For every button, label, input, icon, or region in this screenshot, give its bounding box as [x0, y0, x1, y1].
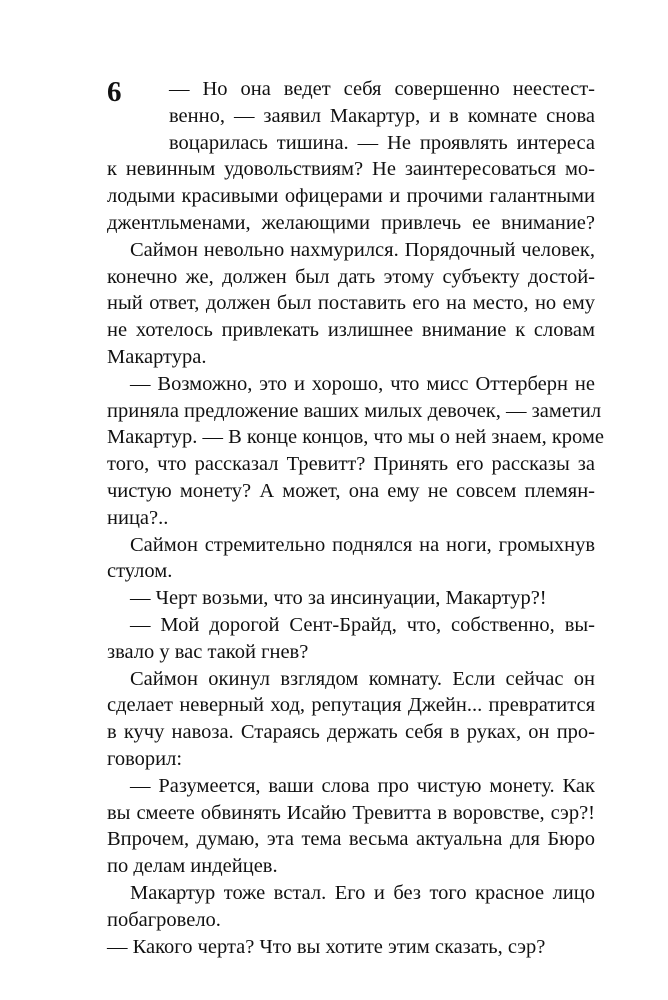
text-line: вы смеете обвинять Исайю Тревитта в воровстве, сэр?! — [107, 801, 595, 824]
text-line: побагровело. — [107, 908, 221, 931]
text-line: ный ответ, должен был поставить его на место, но ему — [107, 292, 595, 315]
text-line: Макартур тоже встал. Его и без того красное лицо — [130, 881, 595, 904]
text-line: Макартур. — В конце концов, что мы о ней знаем, кроме — [107, 426, 604, 449]
text-line: — Какого черта? Что вы хотите этим сказать, сэр? — [107, 935, 546, 958]
text-line: стулом. — [107, 560, 173, 583]
text-line: ница?.. — [107, 506, 169, 529]
text-line: звало у вас такой гнев? — [107, 640, 309, 663]
text-line: Макартура. — [107, 345, 207, 368]
text-line: Саймон стремительно поднялся на ноги, громыхнув — [130, 533, 595, 556]
text-line: джентльменами, желающими привлечь ее внимание? — [107, 211, 595, 234]
text-line: по делам индейцев. — [107, 855, 278, 878]
text-line: Саймон окинул взглядом комнату. Если сейчас он — [130, 667, 595, 690]
text-line: — Возможно, это и хорошо, что мисс Оттерберн не — [130, 372, 595, 395]
text-line: в кучу навоза. Стараясь держать себя в руках, он про- — [107, 721, 595, 744]
text-line: приняла предложение ваших милых девочек, — заметил — [107, 399, 602, 422]
chapter-number: 6 — [107, 76, 122, 108]
text-line: Саймон невольно нахмурился. Порядочный человек, — [130, 238, 595, 261]
text-line: воцарилась тишина. — Не проявлять интереса — [169, 131, 595, 154]
text-line: — Черт возьми, что за инсинуации, Макартур?! — [130, 587, 547, 610]
text-line: — Разумеется, ваши слова про чистую монету. Как — [130, 774, 595, 797]
text-line: конечно же, должен был дать этому субъекту достой- — [107, 265, 595, 288]
text-line: — Но она ведет себя совершенно неестест- — [169, 78, 595, 100]
text-line: не хотелось привлекать излишнее внимание к словам — [107, 319, 595, 342]
text-line: того, что рассказал Тревитт? Принять его рассказы за — [107, 453, 595, 476]
text-line: к невинным удовольствиям? Не заинтересоваться мо- — [107, 158, 595, 181]
text-line: лодыми красивыми офицерами и прочими галантными — [107, 185, 595, 208]
text-line: венно, — заявил Макартур, и в комнате снова — [169, 104, 595, 127]
text-line: говорил: — [107, 747, 183, 770]
text-line: Впрочем, думаю, эта тема весьма актуальна для Бюро — [107, 828, 595, 851]
text-line: — Мой дорогой Сент-Брайд, что, собственно, вы- — [130, 613, 595, 636]
text-line: сделает неверный ход, репутация Джейн... превратится — [107, 694, 595, 717]
body-text — [107, 76, 604, 960]
text-line: чистую монету? А может, она ему не совсем племян- — [107, 479, 595, 502]
